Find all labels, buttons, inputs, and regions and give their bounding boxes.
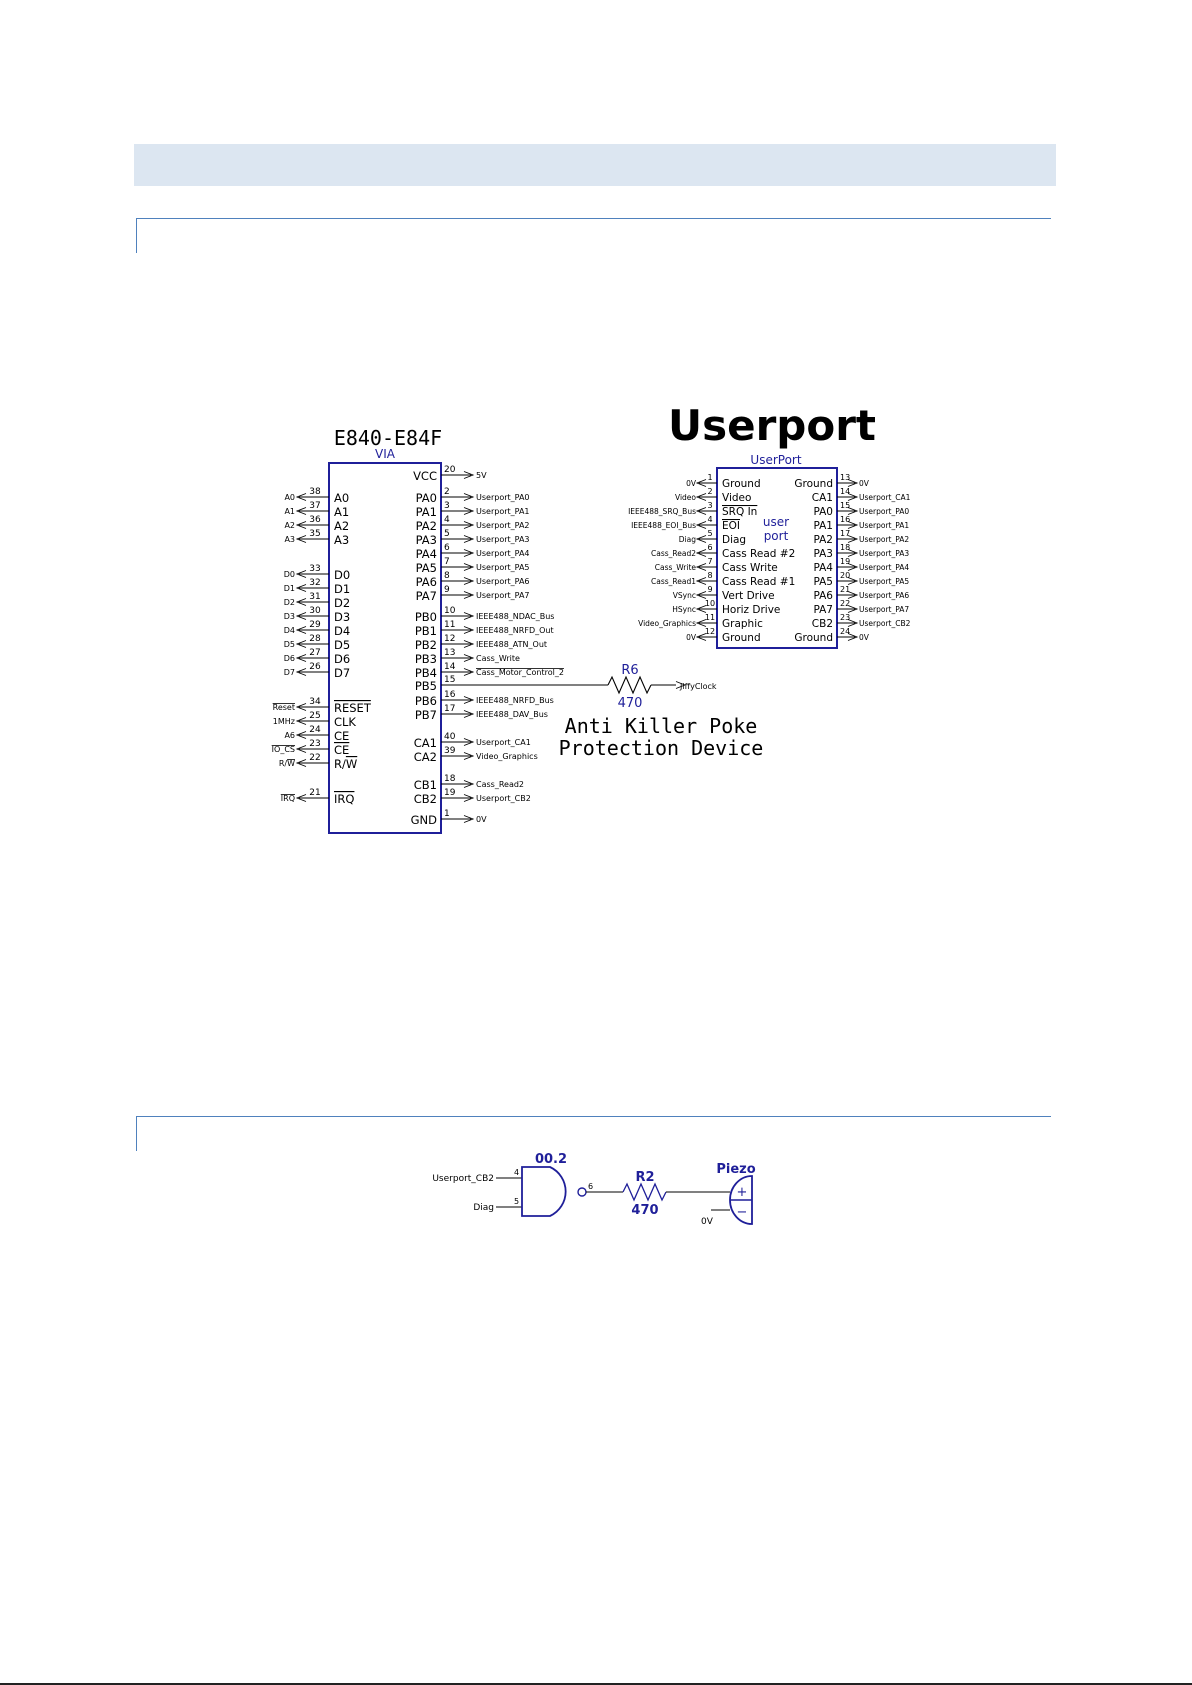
net-label: IEEE488_SRQ_Bus — [628, 507, 696, 516]
pin-number: 37 — [309, 501, 321, 511]
pin-number: 11 — [444, 620, 456, 630]
net-label: 1MHz — [272, 717, 295, 726]
gate-input-b-net: Diag — [473, 1203, 494, 1213]
r6-value: 470 — [617, 696, 643, 711]
net-label: Userport_CA1 — [476, 738, 531, 747]
pin-name: PA4 — [415, 547, 437, 561]
net-label: 5V — [476, 471, 487, 480]
net-label: A2 — [284, 521, 295, 530]
r2-ref: R2 — [635, 1170, 655, 1185]
piezo-label: Piezo — [716, 1162, 756, 1177]
via-pin-vcc-20 — [413, 465, 487, 483]
net-label: A0 — [284, 493, 295, 502]
piezo-minus-sign: − — [736, 1205, 748, 1220]
r2-zigzag — [623, 1184, 666, 1200]
pin-name: PA6 — [813, 590, 833, 602]
pin-name: D1 — [334, 582, 351, 596]
via-left-pins — [272, 487, 372, 806]
net-label: D3 — [283, 612, 295, 621]
pin-number: 20 — [444, 465, 456, 475]
gate-input-a-pin: 4 — [514, 1168, 520, 1177]
pin-name: A2 — [334, 519, 350, 533]
pin-number: 40 — [444, 732, 456, 742]
via-pin-gnd-1 — [411, 809, 487, 827]
net-label: Userport_PA2 — [476, 521, 530, 530]
gate-input-b-pin: 5 — [514, 1197, 520, 1206]
pin-number: 27 — [309, 648, 321, 658]
pin-number: 39 — [444, 746, 456, 756]
gate-output-pin: 6 — [588, 1182, 594, 1191]
pin-number: 12 — [444, 634, 456, 644]
pin-number: 18 — [444, 774, 456, 784]
net-label: Cass_Read2 — [650, 549, 696, 558]
pin-number: 26 — [309, 662, 321, 672]
pin-name: CE — [334, 729, 350, 743]
net-label: D6 — [283, 654, 295, 663]
pin-name: Vert Drive — [722, 590, 775, 602]
pin-name: Video — [722, 492, 752, 504]
pin-number: 24 — [840, 627, 851, 636]
net-label: Reset — [272, 703, 295, 712]
net-label: R/W — [278, 759, 295, 768]
pin-name: Cass Read #1 — [722, 576, 796, 588]
net-label: D0 — [283, 570, 295, 579]
gate-ref: 00.2 — [534, 1152, 568, 1167]
userport-right-pins — [794, 473, 910, 644]
pin-name: D5 — [334, 638, 351, 652]
pin-number: 5 — [707, 529, 713, 538]
net-label: Userport_PA4 — [859, 563, 910, 572]
pin-name: PB5 — [414, 679, 437, 693]
pin-number: 25 — [309, 711, 321, 721]
net-label: A1 — [284, 507, 295, 516]
net-label: D7 — [283, 668, 295, 677]
net-label: Userport_PA3 — [476, 535, 530, 544]
via-chip — [272, 426, 564, 833]
pin-number: 23 — [309, 739, 321, 749]
pin-name: PA5 — [415, 561, 437, 575]
net-label: IEEE488_DAV_Bus — [476, 710, 548, 719]
via-pin-cb1-18 — [414, 774, 524, 792]
net-label: IO_CS — [271, 745, 295, 754]
pin-number: 1 — [444, 809, 450, 819]
pin-number: 16 — [840, 515, 851, 524]
net-label: 0V — [686, 633, 696, 642]
pin-name: PA2 — [813, 534, 833, 546]
nand-gate-body — [522, 1167, 566, 1216]
pin-name: CB1 — [413, 778, 437, 792]
pin-name: SRQ In — [722, 506, 758, 518]
net-label: 0V — [686, 479, 696, 488]
r6-net-label: JiffyClock — [680, 682, 717, 691]
caption-line-1: Anti Killer Poke — [564, 714, 758, 738]
pin-number: 33 — [309, 564, 321, 574]
pin-name: D3 — [334, 610, 351, 624]
userport-connector — [628, 401, 911, 648]
pin-number: 24 — [309, 725, 321, 735]
pin-name: PA4 — [813, 562, 833, 574]
pin-number: 8 — [444, 571, 450, 581]
net-label: Userport_CA1 — [859, 493, 911, 502]
net-label: Userport_PA5 — [476, 563, 530, 572]
pin-number: 2 — [444, 487, 450, 497]
net-label: 0V — [859, 479, 869, 488]
pin-number: 9 — [707, 585, 713, 594]
pin-name: PA3 — [415, 533, 437, 547]
net-label: Video_Graphics — [476, 752, 538, 761]
net-label: 0V — [859, 633, 869, 642]
pin-number: 17 — [444, 704, 456, 714]
pin-name: Ground — [722, 632, 761, 644]
net-label: IEEE488_NRFD_Out — [476, 626, 554, 635]
net-label: IEEE488_ATN_Out — [476, 640, 548, 649]
userport-center-label-line1: user — [762, 515, 790, 529]
userport-left-pins — [628, 473, 795, 644]
pin-number: 6 — [707, 543, 713, 552]
pin-name: PA1 — [415, 505, 437, 519]
via-address-label: E840-E84F — [333, 426, 443, 450]
net-label: Video_Graphics — [638, 619, 696, 628]
pin-number: 14 — [840, 487, 851, 496]
pin-number: 9 — [444, 585, 450, 595]
pin-number: 14 — [444, 662, 456, 672]
pin-number: 13 — [444, 648, 456, 658]
pin-number: 22 — [309, 753, 321, 763]
pin-number: 21 — [309, 788, 321, 798]
net-label: Userport_PA3 — [859, 549, 910, 558]
piezo-circuit — [432, 1152, 755, 1227]
net-label: Cass_Motor_Control_2 — [476, 668, 564, 677]
net-label: A6 — [284, 731, 295, 740]
net-label: Userport_PA0 — [859, 507, 910, 516]
nand-gate-bubble — [578, 1188, 586, 1196]
pin-name: A3 — [334, 533, 350, 547]
net-label: Cass_Write — [654, 563, 696, 572]
r2-value: 470 — [631, 1203, 659, 1218]
pin-number: 20 — [840, 571, 851, 580]
pin-name: CB2 — [413, 792, 437, 806]
pin-name: R/W — [334, 757, 358, 771]
net-label: IRQ — [280, 794, 295, 803]
pin-number: 19 — [840, 557, 851, 566]
net-label: Userport_PA6 — [476, 577, 530, 586]
pin-number: 19 — [444, 788, 456, 798]
pin-number: 36 — [309, 515, 321, 525]
pin-number: 31 — [309, 592, 321, 602]
pin-name: A0 — [334, 491, 350, 505]
net-label: Userport_PA4 — [476, 549, 530, 558]
pin-name: Ground — [794, 478, 833, 490]
pin-number: 17 — [840, 529, 851, 538]
userport-title: Userport — [667, 401, 877, 450]
net-label: VSync — [672, 591, 696, 600]
pin-name: Ground — [794, 632, 833, 644]
via-right-pins — [411, 465, 564, 827]
pin-name: D4 — [334, 624, 351, 638]
pin-name: PB6 — [414, 694, 437, 708]
net-label: Userport_PA1 — [859, 521, 910, 530]
net-label: 0V — [476, 815, 487, 824]
pin-name: Cass Read #2 — [722, 548, 796, 560]
pin-number: 15 — [444, 675, 456, 685]
net-label: Cass_Write — [476, 654, 520, 663]
pin-number: 34 — [309, 697, 321, 707]
net-label: D4 — [283, 626, 295, 635]
net-label: Diag — [678, 535, 696, 544]
pin-number: 8 — [707, 571, 713, 580]
pin-number: 4 — [707, 515, 713, 524]
pin-name: D6 — [334, 652, 351, 666]
pin-name: PA7 — [813, 604, 833, 616]
pin-number: 10 — [444, 606, 456, 616]
pin-number: 2 — [707, 487, 713, 496]
net-label: D5 — [283, 640, 295, 649]
via-part-label: VIA — [375, 447, 395, 461]
pin-number: 5 — [444, 529, 450, 539]
r6-zigzag — [608, 677, 651, 693]
net-label: Userport_PA7 — [476, 591, 530, 600]
userport-center-label-line2: port — [763, 529, 789, 543]
pin-name: IRQ — [334, 792, 355, 806]
pin-number: 1 — [707, 473, 713, 482]
pin-name: PA3 — [813, 548, 833, 560]
pin-number: 21 — [840, 585, 851, 594]
pin-name: PB0 — [414, 610, 437, 624]
userport-pin-13 — [794, 473, 869, 490]
pin-name: PB3 — [414, 652, 437, 666]
via-pin-irq-21 — [281, 788, 355, 806]
net-label: D2 — [283, 598, 295, 607]
net-label: Userport_PA7 — [859, 605, 910, 614]
pin-name: Horiz Drive — [722, 604, 781, 616]
pin-number: 16 — [444, 690, 456, 700]
pin-number: 12 — [704, 627, 716, 636]
pin-name: D2 — [334, 596, 351, 610]
pin-name: CE — [334, 743, 350, 757]
pin-name: PA1 — [813, 520, 833, 532]
pin-name: PA7 — [415, 589, 437, 603]
userport-part-label: UserPort — [750, 453, 802, 467]
pin-number: 18 — [840, 543, 851, 552]
net-label: Cass_Read1 — [650, 577, 696, 586]
pin-name: Cass Write — [722, 562, 778, 574]
r6-ref: R6 — [621, 663, 639, 678]
pin-name: CLK — [334, 715, 356, 729]
pin-name: CA1 — [811, 492, 833, 504]
pin-name: PB4 — [414, 666, 437, 680]
net-label: Userport_CB2 — [859, 619, 911, 628]
pin-name: VCC — [413, 469, 437, 483]
pin-name: CA2 — [413, 750, 437, 764]
pin-name: RESET — [334, 701, 371, 715]
pin-name: Diag — [722, 534, 747, 546]
pin-number: 22 — [840, 599, 851, 608]
pin-name: PB7 — [414, 708, 437, 722]
caption-line-2: Protection Device — [558, 736, 764, 760]
pin-number: 3 — [444, 501, 450, 511]
pin-name: Ground — [722, 478, 761, 490]
net-label: Userport_CB2 — [476, 794, 531, 803]
pin-number: 28 — [309, 634, 321, 644]
pin-name: PA0 — [415, 491, 437, 505]
net-label: A3 — [284, 535, 295, 544]
pin-number: 7 — [707, 557, 713, 566]
gate-input-a-net: Userport_CB2 — [432, 1174, 494, 1184]
net-label: IEEE488_EOI_Bus — [631, 521, 696, 530]
piezo-plus-sign: + — [736, 1185, 748, 1200]
pin-name: GND — [410, 813, 437, 827]
pin-number: 3 — [707, 501, 713, 510]
via-pin-pa0-2 — [416, 487, 530, 505]
pin-name: A1 — [334, 505, 350, 519]
net-label: Userport_PA6 — [859, 591, 910, 600]
net-label: Cass_Read2 — [476, 780, 525, 789]
pin-name: Graphic — [722, 618, 763, 630]
via-pin-pb0-10 — [415, 606, 555, 624]
via-pin-ca1-40 — [414, 732, 531, 750]
pin-name: PB2 — [414, 638, 437, 652]
pin-name: CB2 — [811, 618, 833, 630]
net-label: Userport_PA1 — [476, 507, 530, 516]
piezo-ground-net: 0V — [701, 1217, 713, 1227]
net-label: D1 — [283, 584, 295, 593]
pin-name: EOI — [722, 520, 740, 532]
userport-pin-1 — [686, 473, 761, 490]
pin-number: 15 — [840, 501, 851, 510]
pin-number: 29 — [309, 620, 321, 630]
net-label: HSync — [672, 605, 696, 614]
pin-number: 6 — [444, 543, 450, 553]
pin-number: 35 — [309, 529, 321, 539]
pin-number: 4 — [444, 515, 450, 525]
net-label: IEEE488_NDAC_Bus — [476, 612, 555, 621]
net-label: IEEE488_NRFD_Bus — [476, 696, 554, 705]
via-pin-reset-34 — [273, 697, 372, 715]
pin-number: 11 — [704, 613, 716, 622]
net-label: Userport_PA5 — [859, 577, 910, 586]
via-pin-pb4-14 — [415, 662, 564, 680]
pin-number: 32 — [309, 578, 321, 588]
pin-name: PA6 — [415, 575, 437, 589]
pin-name: D0 — [334, 568, 351, 582]
pin-name: PA0 — [813, 506, 833, 518]
pin-number: 30 — [309, 606, 321, 616]
pin-number: 13 — [840, 473, 851, 482]
net-label: Userport_PA0 — [476, 493, 530, 502]
pin-name: PA5 — [813, 576, 833, 588]
pin-number: 38 — [309, 487, 321, 497]
pin-number: 10 — [704, 599, 716, 608]
pin-name: PB1 — [414, 624, 437, 638]
pin-name: PA2 — [415, 519, 437, 533]
pin-name: CA1 — [413, 736, 437, 750]
pin-name: D7 — [334, 666, 351, 680]
pin-number: 7 — [444, 557, 450, 567]
pin-number: 23 — [840, 613, 851, 622]
net-label: Userport_PA2 — [859, 535, 910, 544]
net-label: Video — [674, 493, 696, 502]
